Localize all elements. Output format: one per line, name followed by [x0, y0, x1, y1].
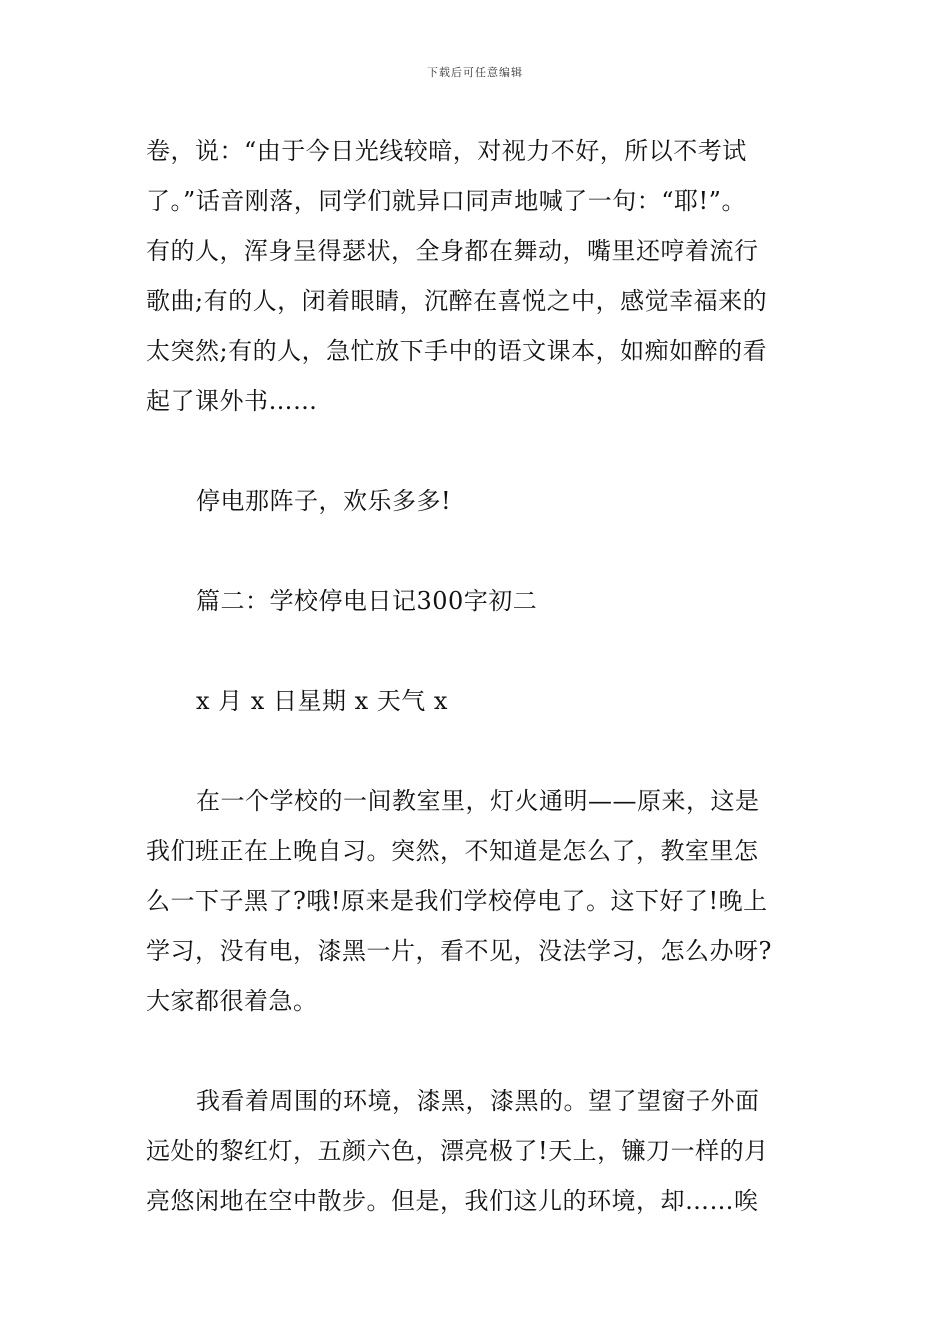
text-line: x 月 x 日星期 x 天气 x [196, 687, 448, 715]
text-line: 卷，说：“由于今日光线较暗，对视力不好，所以不考试 [146, 137, 747, 165]
document-body [146, 126, 818, 1226]
text-line: 我看着周围的环境，漆黑，漆黑的。望了望窗子外面 [196, 1087, 760, 1115]
text-line: 停电那阵子，欢乐多多! [196, 487, 452, 515]
text-line: 我们班正在上晚自习。突然，不知道是怎么了，教室里怎 [146, 837, 759, 865]
paragraph-continuation [146, 126, 818, 426]
text-line: 学习，没有电，漆黑一片，看不见，没法学习，怎么办呀? [146, 937, 772, 965]
text-line: 太突然;有的人，急忙放下手中的语文课本，如痴如醉的看 [146, 337, 768, 365]
text-line: 亮悠闲地在空中散步。但是，我们这儿的环境，却……唉 [146, 1187, 759, 1215]
text-line: 歌曲;有的人，闭着眼睛，沉醉在喜悦之中，感觉幸福来的 [146, 287, 768, 315]
text-line: 起了课外书…… [146, 387, 318, 415]
text-line: 远处的黎红灯，五颜六色，漂亮极了!天上，镰刀一样的月 [146, 1137, 769, 1165]
paragraph-body [146, 1076, 818, 1226]
text-line: 么一下子黑了?哦!原来是我们学校停电了。这下好了!晚上 [146, 887, 768, 915]
text-line: 有的人，浑身呈得瑟状，全身都在舞动，嘴里还哼着流行 [146, 237, 759, 265]
section-title [146, 576, 818, 626]
diary-date-line [146, 676, 818, 726]
text-line: 大家都很着急。 [146, 987, 318, 1015]
text-line: 在一个学校的一间教室里，灯火通明——原来，这是 [196, 787, 760, 815]
page-header: 下载后可任意编辑 [427, 66, 523, 79]
paragraph-body [146, 776, 818, 1026]
text-line: 了。”话音刚落，同学们就异口同声地喊了一句：“耶!”。 [146, 187, 746, 215]
text-line: 篇二：学校停电日记300字初二 [196, 587, 538, 615]
paragraph-closing [146, 476, 818, 526]
